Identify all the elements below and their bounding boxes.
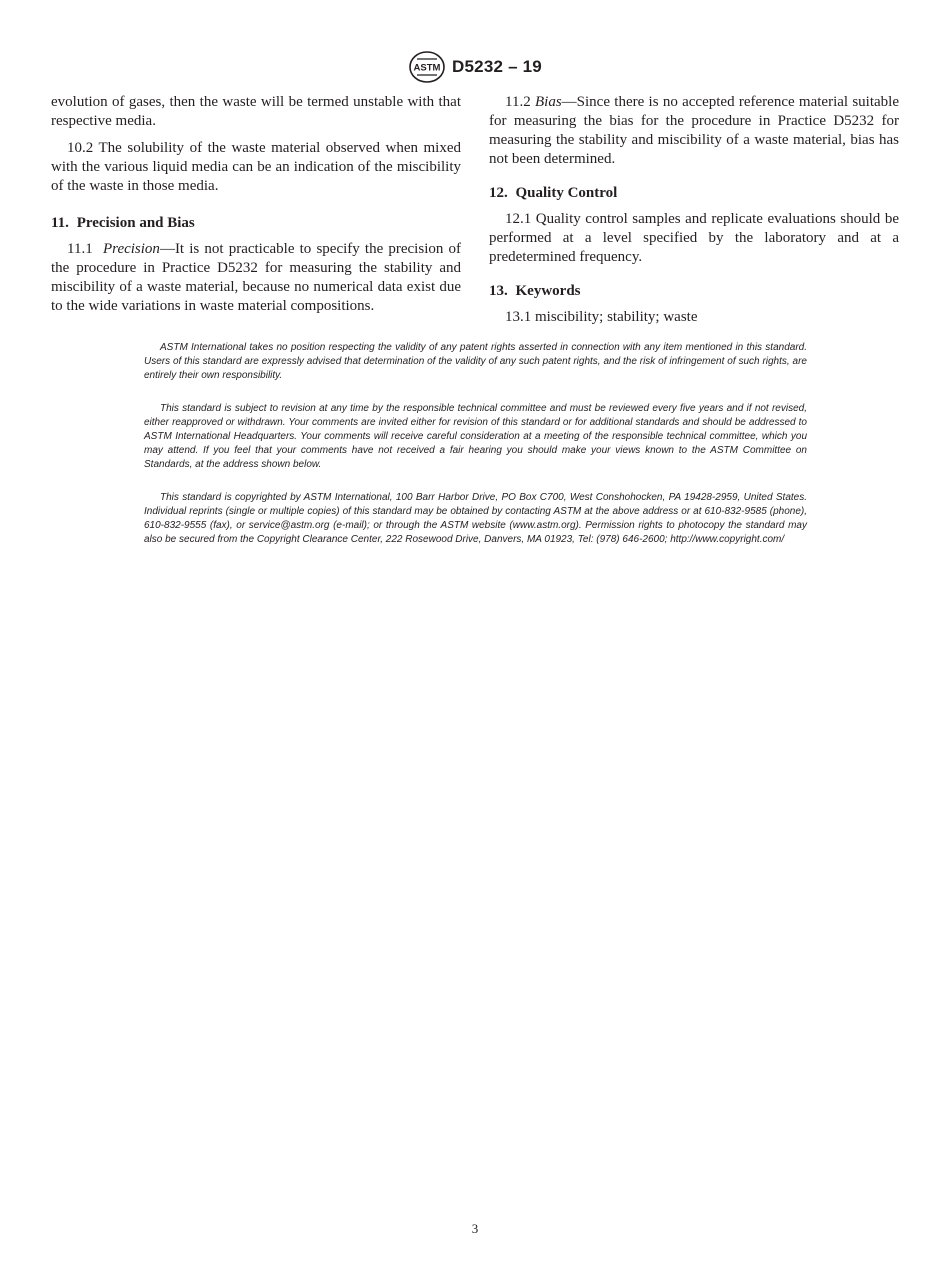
revision-notice: This standard is subject to revision at any time by the responsible technical committee and must be reviewed every five years and if not revised, either reapproved or withdrawn. Your comments are invited either for revision of this standard or for additional standards and should be addressed to ASTM International Headquarters. Your comments will receive careful consideration at a meeting of the responsible technical committee, which you may attend. If you feel that your comments have not received a fair hearing you should make your views known to the ASTM Committee on Standards, at the address shown below. <box>144 403 807 470</box>
document-number: D5232 – 19 <box>452 57 542 76</box>
paragraph-text: —Since there is no accepted reference material suitable for measuring the bias for the procedure in Practice D5232 for measuring the stability and miscibility of a waste material, bias has not been determined. <box>489 94 899 167</box>
section-number: 13. <box>489 283 508 299</box>
patent-notice: ASTM International takes no position respecting the validity of any patent rights asserted in connection with any item mentioned in this standard. Users of this standard are expressly advised that determination of the validity of any such patent rights, and the risk of infringement of such rights, are entirely their own responsibility. <box>144 342 807 381</box>
legal-notices <box>144 341 807 566</box>
copyright-notice: This standard is copyrighted by ASTM International, 100 Barr Harbor Drive, PO Box C700, West Conshohocken, PA 19428-2959, United States. Individual reprints (single or multiple copies) of this standard may be obtained by contacting ASTM at the above address or at 610-832-9585 (phone), 610-832-9555 (fax), or service@astm.org (e-mail); or through the ASTM website (www.astm.org). Permission rights to photocopy the standard may also be secured from the Copyright Clearance Center, 222 Rosewood Drive, Danvers, MA 01923, Tel: (978) 646-2600; http://www.copyright.com/ <box>144 492 807 545</box>
paragraph-10-2: 10.2 The solubility of the waste material observed when mixed with the various liquid media can be an indication of the miscibility of the waste in those media. <box>51 140 461 194</box>
left-column <box>51 93 461 324</box>
section-number: 11. <box>51 215 69 231</box>
astm-logo-text: ASTM <box>413 62 441 74</box>
paragraph-12-1: 12.1 Quality control samples and replicate evaluations should be performed at a level specified by the laboratory and at a predetermined frequency. <box>489 211 899 265</box>
section-title: Precision and Bias <box>76 215 195 231</box>
paragraph-number: 11.1 <box>67 241 93 257</box>
page-number: 3 <box>471 1221 479 1236</box>
term-precision: Precision <box>103 241 160 257</box>
paragraph-11-1 <box>51 240 461 316</box>
astm-logo <box>408 50 446 84</box>
term-bias: Bias <box>535 94 562 110</box>
page-header <box>0 50 950 86</box>
section-title: Quality Control <box>515 185 618 201</box>
paragraph-11-2 <box>489 93 899 169</box>
paragraph-13-1: 13.1 miscibility; stability; waste <box>505 309 698 325</box>
paragraph-number: 11.2 <box>505 94 531 110</box>
paragraph-10-1-continuation: evolution of gases, then the waste will be termed unstable with that respective media. <box>51 94 461 129</box>
paragraph-text: —It is not practicable to specify the precision of the procedure in Practice D5232 for measuring the stability and miscibility of a waste material, because no numerical data exist due to the wide variations in waste material compositions. <box>51 241 461 314</box>
section-heading-13 <box>489 282 899 301</box>
section-number: 12. <box>489 185 508 201</box>
section-heading-11 <box>51 214 461 233</box>
section-title: Keywords <box>515 283 581 299</box>
right-column <box>489 93 899 335</box>
section-heading-12 <box>489 184 899 203</box>
